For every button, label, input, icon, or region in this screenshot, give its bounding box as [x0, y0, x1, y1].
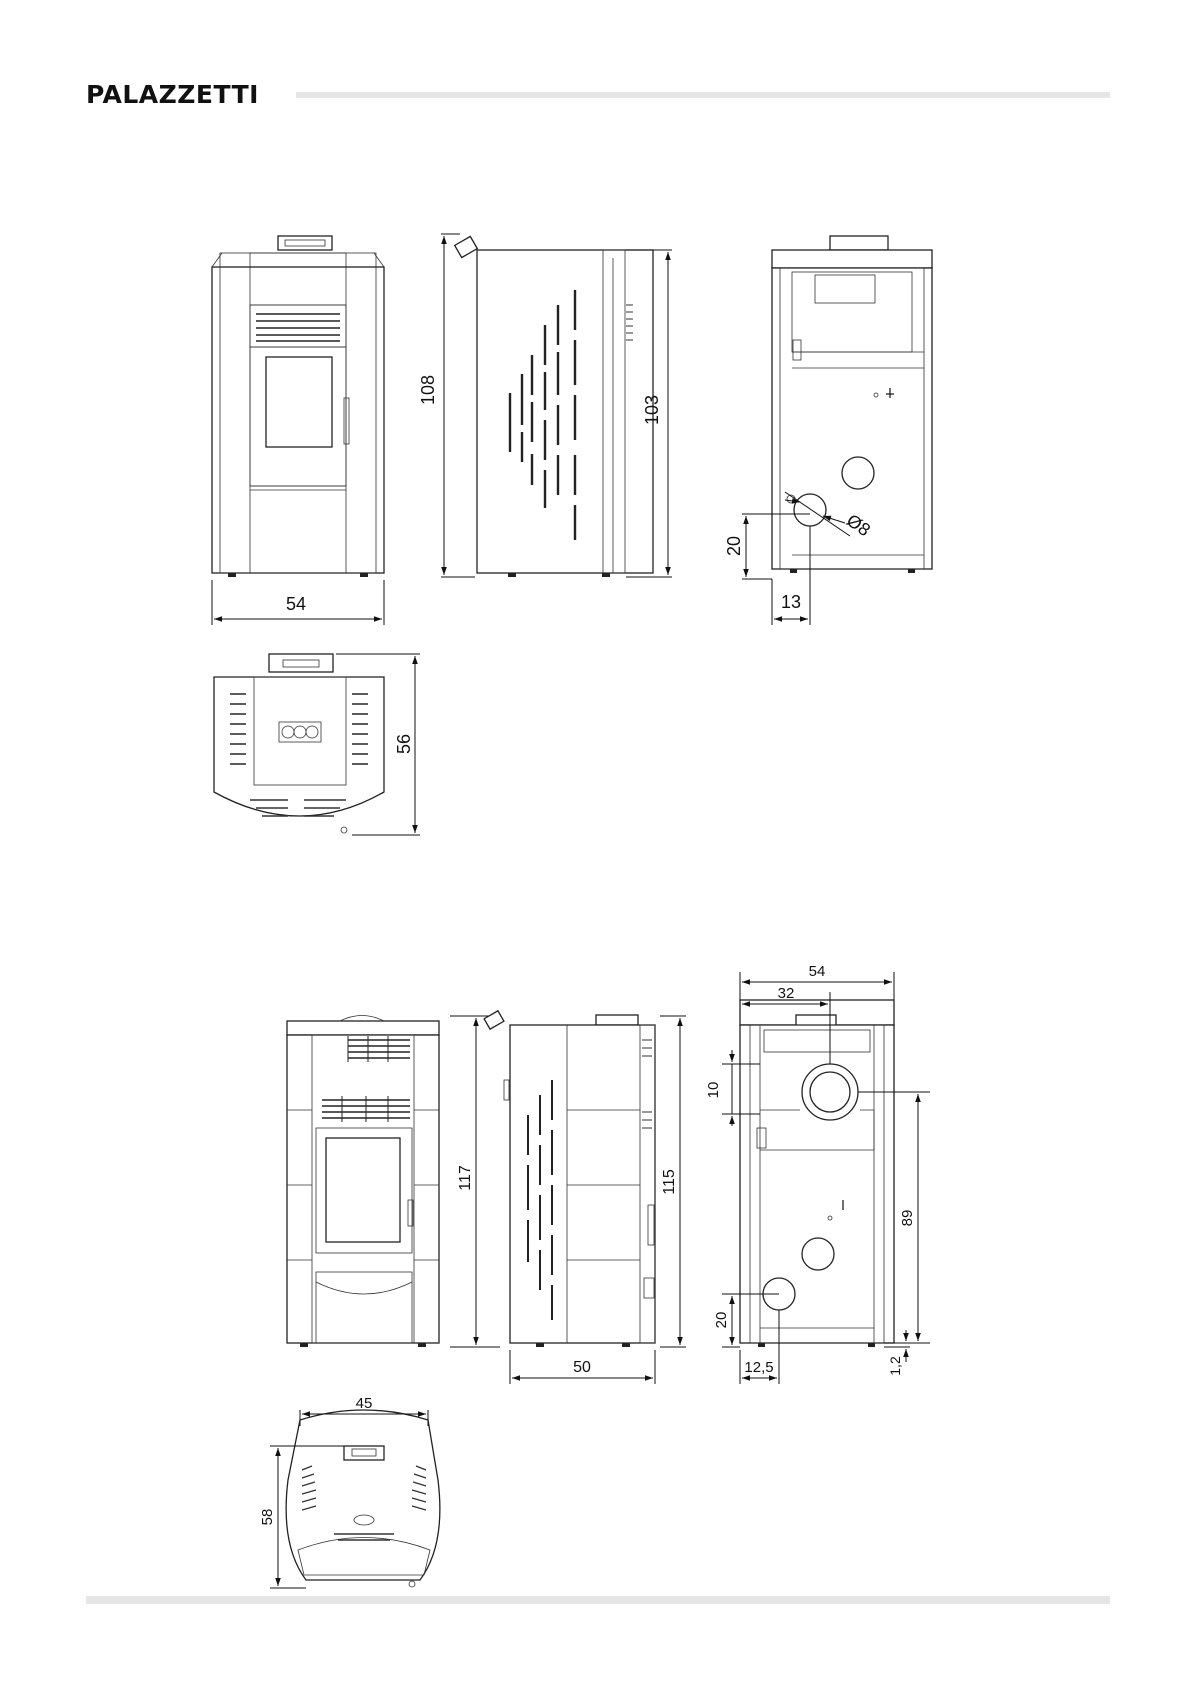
model-a-rear-view [724, 236, 932, 625]
dim-b-rear-width: 54 [808, 963, 826, 980]
dim-b-rear-offset: 12,5 [744, 1359, 774, 1376]
model-a-front-view [212, 236, 384, 625]
dim-a-side-inner-height: 103 [642, 394, 662, 426]
dim-b-front-height: 117 [457, 1165, 474, 1191]
dim-a-side-height: 108 [418, 374, 438, 406]
dim-a-top-depth: 56 [394, 733, 414, 755]
dim-a-rear-height: 20 [724, 535, 744, 557]
dim-a-front-width: 54 [285, 594, 307, 614]
dim-b-rear-bottom-height: 20 [713, 1311, 730, 1329]
model-b-top-view [259, 1395, 440, 1588]
dim-b-top-depth: 58 [259, 1508, 276, 1526]
dim-b-rear-top-offset: 10 [705, 1081, 722, 1099]
dim-b-rear-foot: 1,2 [887, 1356, 903, 1376]
dim-a-rear-diameter: Ø8 [842, 509, 875, 541]
model-b-side-view [484, 1011, 686, 1384]
model-a-side-view [418, 234, 672, 577]
dim-b-side-width: 50 [573, 1359, 591, 1376]
dim-b-side-height: 115 [661, 1169, 678, 1195]
brand-logo: PALAZZETTI [86, 80, 259, 109]
model-b-rear-view [705, 963, 930, 1384]
dim-a-rear-offset: 13 [780, 592, 802, 612]
footer-rule [86, 1596, 1110, 1604]
dim-b-rear-axis: 32 [777, 985, 795, 1002]
model-b-front-view [287, 1016, 500, 1348]
dim-b-rear-height: 89 [899, 1209, 916, 1227]
model-a-top-view [214, 654, 420, 835]
dim-b-top-width: 45 [355, 1395, 373, 1412]
